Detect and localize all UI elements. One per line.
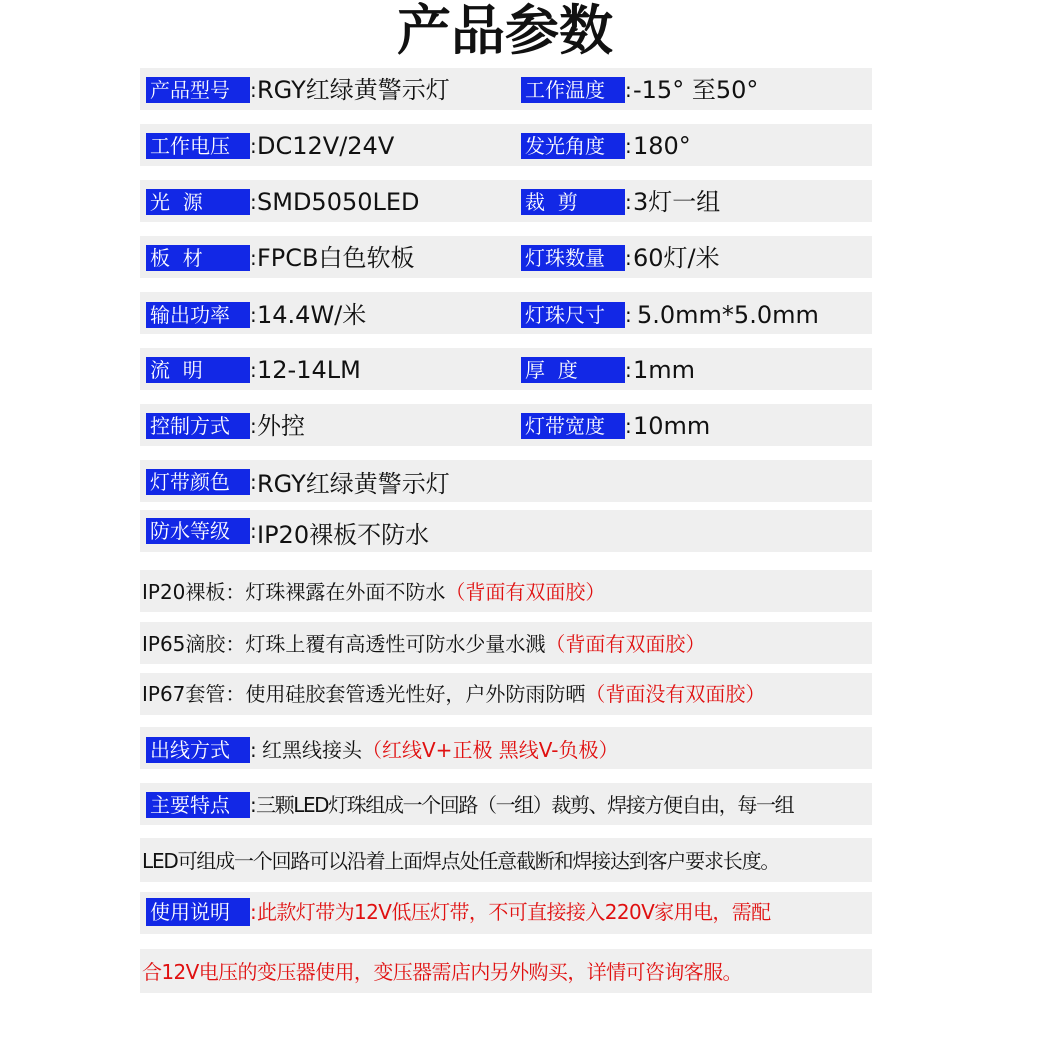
spec-label-right: 灯珠尺寸: [521, 302, 625, 328]
colon: :: [250, 414, 257, 438]
spec-value-left: 外控: [257, 412, 305, 440]
feature-label: 主要特点: [146, 792, 250, 818]
spec-value-right: 180°: [633, 132, 691, 160]
spec-value-left: FPCB白色软板: [257, 244, 415, 272]
colon: :: [625, 190, 632, 214]
spec-label-right: 工作温度: [521, 77, 625, 103]
spec-value-right: 1mm: [633, 356, 696, 384]
spec-label-right: 裁 剪: [521, 189, 625, 215]
colon: :: [250, 78, 257, 102]
spec-label-right: 发光角度: [521, 133, 625, 159]
ip-note-red: （背面没有双面胶）: [585, 682, 766, 706]
waterproof-label: 防水等级: [146, 518, 250, 544]
spec-label-left: 板 材: [146, 245, 250, 271]
colon: :: [625, 303, 632, 327]
spec-label-left: 产品型号: [146, 77, 250, 103]
ip-note: IP20裸板：灯珠裸露在外面不防水（背面有双面胶）: [142, 580, 606, 604]
colon: :: [250, 190, 257, 214]
colon: :: [250, 519, 257, 543]
spec-value-right: 60灯/米: [633, 244, 720, 272]
usage-line-1: 此款灯带为12V低压灯带，不可直接接入220V家用电，需配: [257, 900, 771, 924]
colon: :: [250, 470, 257, 494]
spec-label-left: 流 明: [146, 357, 250, 383]
colon: :: [250, 900, 257, 924]
spec-value-right: -15° 至50°: [633, 76, 759, 104]
color-label: 灯带颜色: [146, 469, 250, 495]
spec-value-right: 3灯一组: [633, 188, 721, 216]
spec-value-left: DC12V/24V: [257, 132, 395, 160]
spec-value-right: 5.0mm*5.0mm: [637, 301, 819, 329]
spec-label-right: 灯带宽度: [521, 413, 625, 439]
wire-text: 红黑线接头（红线V+正极 黑线V-负极）: [262, 738, 619, 762]
spec-value-left: RGY红绿黄警示灯: [257, 76, 450, 104]
wire-label: 出线方式: [146, 737, 250, 763]
spec-value-left: 14.4W/米: [257, 301, 367, 329]
spec-value-left: 12-14LM: [257, 356, 361, 384]
colon: :: [250, 358, 257, 382]
feature-line-2: LED可组成一个回路可以沿着上面焊点处任意截断和焊接达到客户要求长度。: [142, 849, 780, 873]
ip-note: IP67套管：使用硅胶套管透光性好，户外防雨防晒（背面没有双面胶）: [142, 682, 766, 706]
spec-label-left: 输出功率: [146, 302, 250, 328]
spec-label-left: 光 源: [146, 189, 250, 215]
waterproof-value: IP20裸板不防水: [257, 521, 430, 549]
color-value: RGY红绿黄警示灯: [257, 470, 450, 498]
colon: :: [250, 303, 257, 327]
wire-text-red: （红线V+正极 黑线V-负极）: [362, 738, 619, 762]
page-title: 产品参数: [397, 0, 613, 62]
feature-line-1: 三颗LED灯珠组成一个回路（一组）裁剪、焊接方便自由，每一组: [256, 793, 794, 817]
usage-label: 使用说明: [146, 898, 250, 926]
spec-label-left: 工作电压: [146, 133, 250, 159]
spec-value-right: 10mm: [633, 412, 711, 440]
colon: :: [625, 134, 632, 158]
spec-label-left: 控制方式: [146, 413, 250, 439]
colon: :: [250, 793, 257, 817]
usage-line-2: 合12V电压的变压器使用，变压器需店内另外购买，详情可咨询客服。: [142, 960, 742, 984]
spec-value-left: SMD5050LED: [257, 188, 420, 216]
ip-note: IP65滴胶：灯珠上覆有高透性可防水少量水溅（背面有双面胶）: [142, 632, 706, 656]
colon: :: [250, 134, 257, 158]
ip-note-red: （背面有双面胶）: [445, 580, 606, 604]
colon: :: [250, 246, 257, 270]
colon: :: [625, 78, 632, 102]
colon: :: [250, 738, 257, 762]
colon: :: [625, 414, 632, 438]
spec-label-right: 灯珠数量: [521, 245, 625, 271]
colon: :: [625, 358, 632, 382]
ip-note-red: （背面有双面胶）: [545, 632, 706, 656]
spec-label-right: 厚 度: [521, 357, 625, 383]
colon: :: [625, 246, 632, 270]
